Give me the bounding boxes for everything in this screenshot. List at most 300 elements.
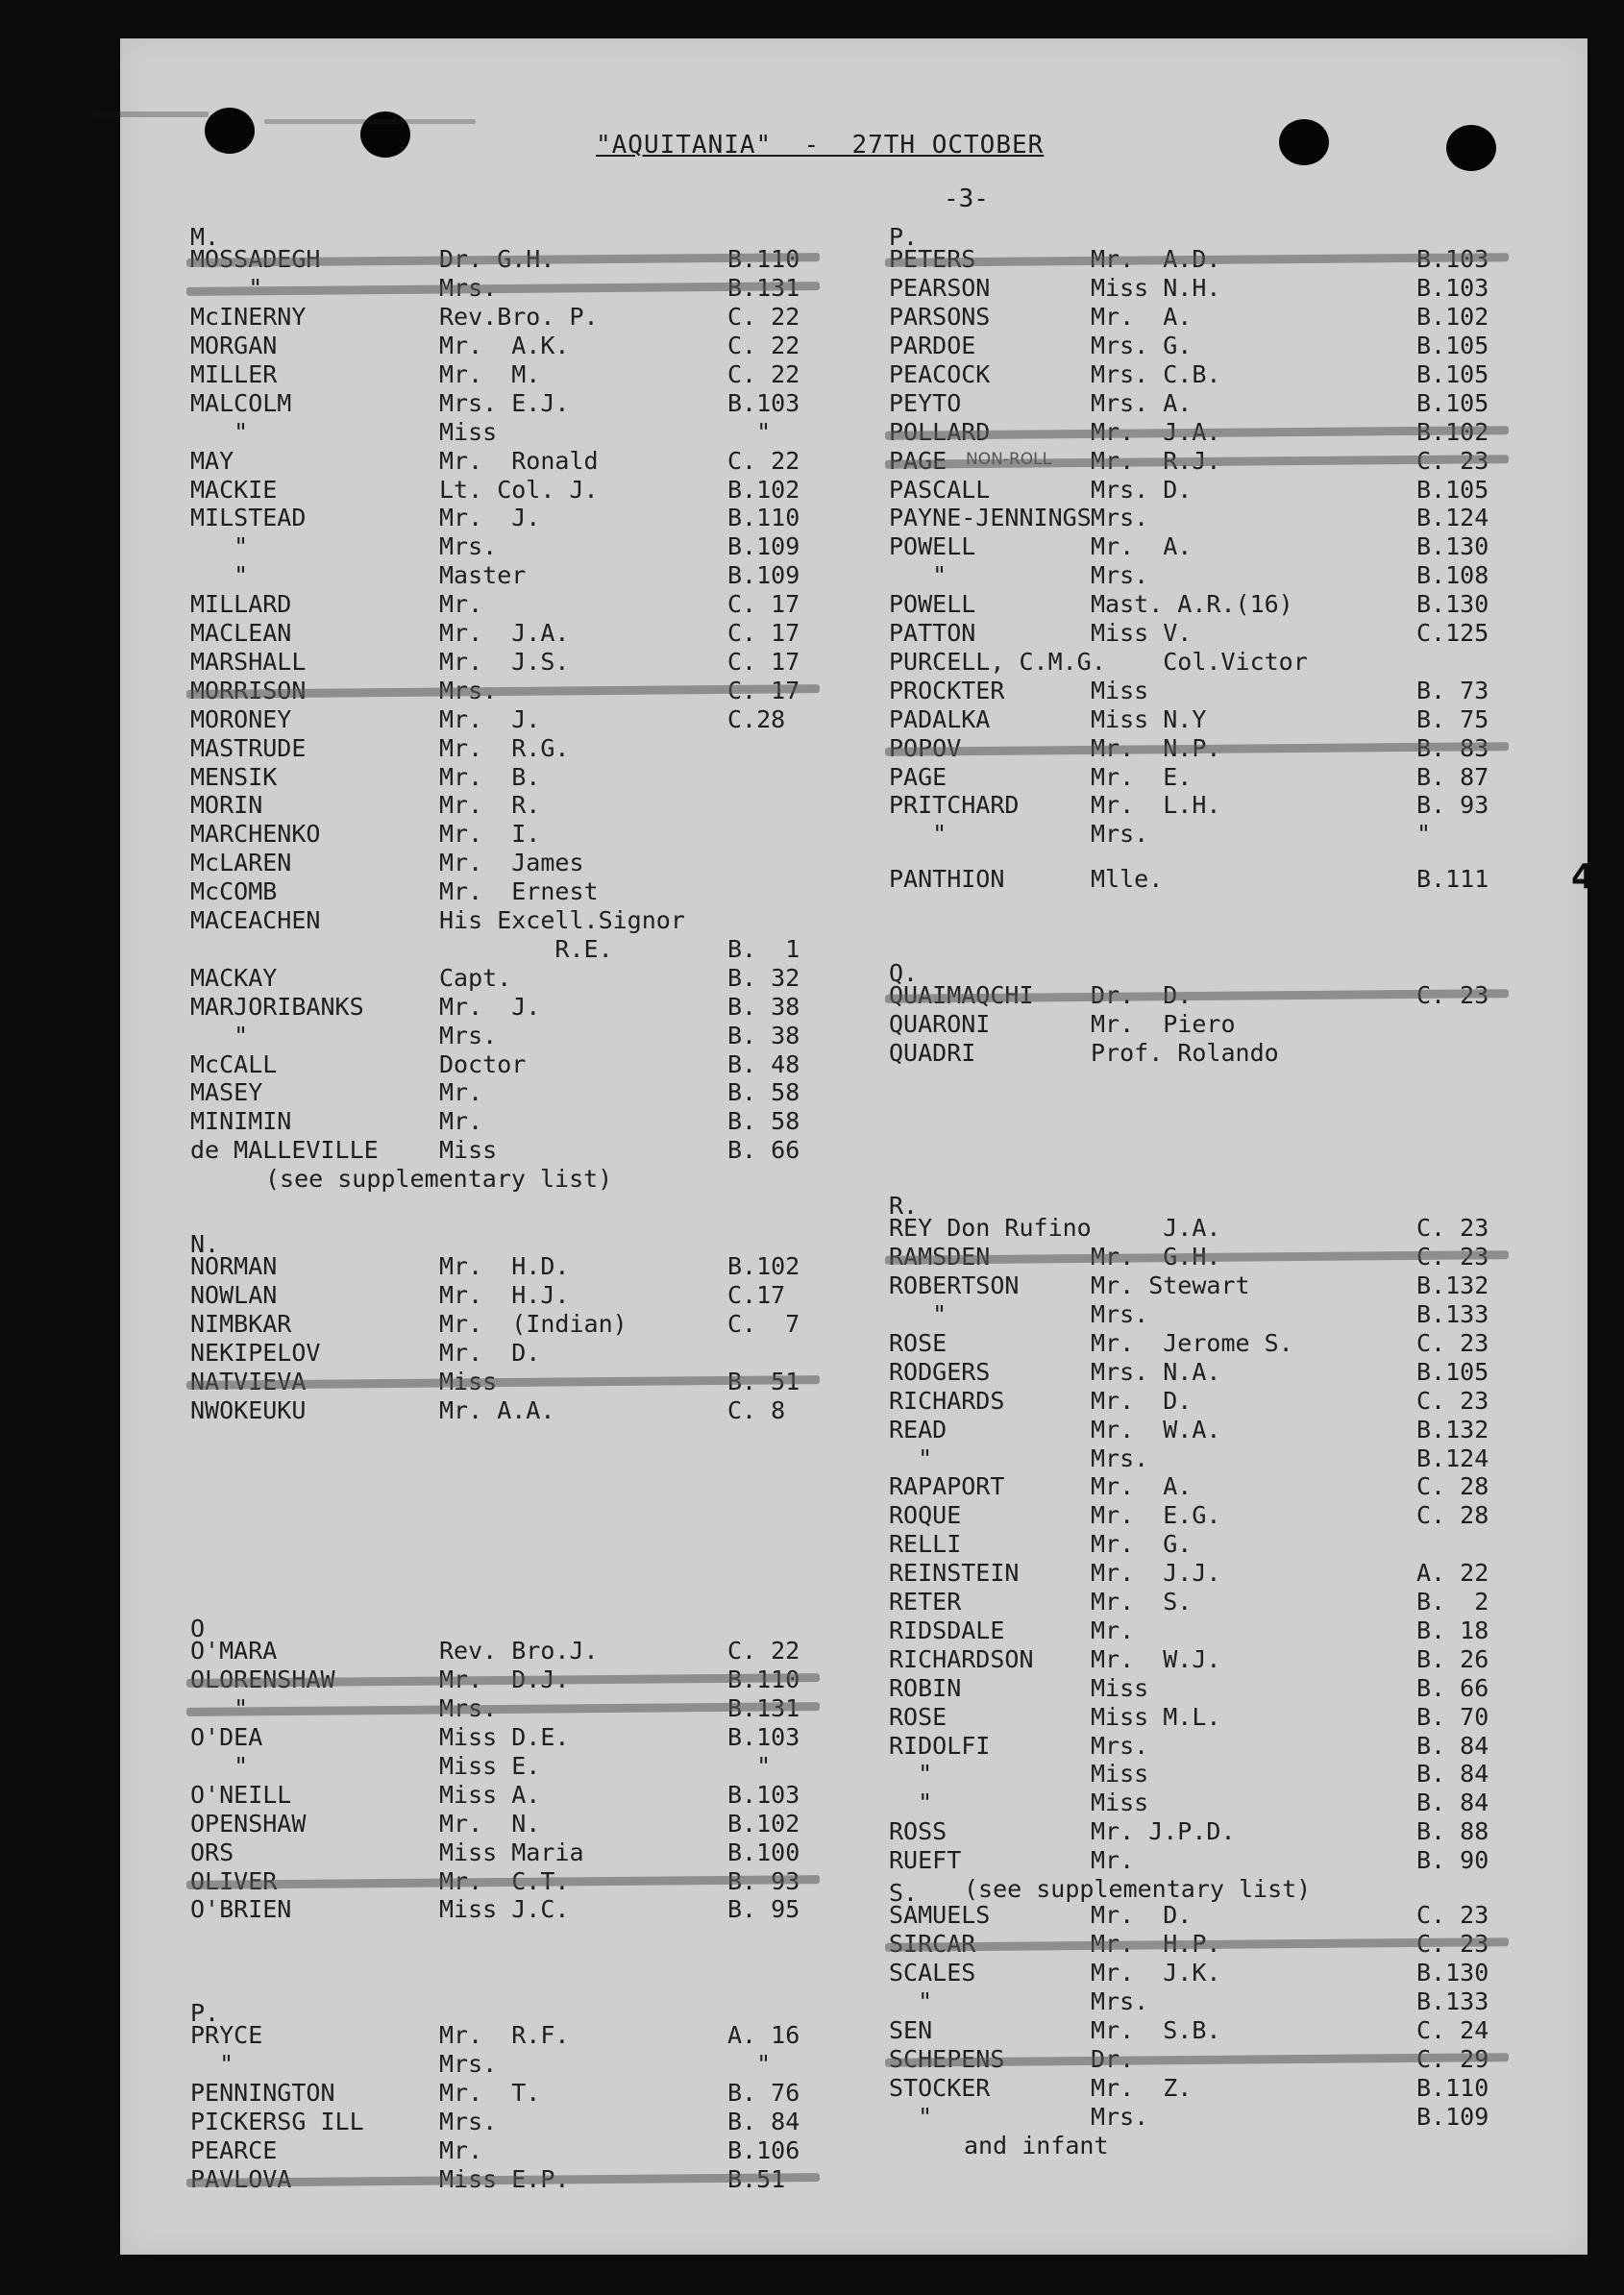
passenger-name: STOCKER	[889, 2073, 991, 2102]
passenger-row	[889, 2045, 1522, 2074]
passenger-title: Capt.	[439, 963, 512, 992]
passenger-row	[889, 303, 1522, 332]
cabin-number: B.102	[1416, 303, 1489, 332]
passenger-title: Mr.	[1091, 1616, 1135, 1644]
passenger-title: Mrs. D.	[1091, 475, 1193, 504]
passenger-title: R.E.	[439, 934, 613, 963]
passenger-name: PEARCE	[190, 2135, 278, 2164]
passenger-row	[190, 1339, 833, 1368]
passenger-title: Mr. James	[439, 849, 584, 877]
passenger-name: MILLER	[190, 359, 278, 388]
cabin-number: B. 38	[727, 992, 800, 1021]
passenger-row	[889, 360, 1522, 389]
passenger-name: MINIMIN	[190, 1107, 292, 1136]
passenger-name: MACLEAN	[190, 619, 292, 648]
passenger-title: Mr. H.D.	[439, 1252, 570, 1281]
passenger-title: Mr. T.	[439, 2079, 541, 2108]
passenger-row	[190, 1723, 833, 1752]
passenger-title: Mr. J.	[439, 704, 541, 733]
cabin-number: C. 22	[727, 303, 800, 332]
passenger-title: Miss N.Y	[1091, 704, 1207, 733]
section-letter: N.	[190, 1230, 220, 1258]
passenger-title: Mr. R.G.	[439, 733, 570, 762]
passenger-title: Mr.	[439, 1078, 483, 1107]
passenger-name: MORGAN	[190, 332, 278, 360]
section-letter: R.	[889, 1192, 919, 1220]
passenger-row	[889, 2103, 1522, 2132]
cabin-number: "	[727, 417, 772, 446]
passenger-title: Miss Maria	[439, 1838, 584, 1866]
passenger-title: Mr. J.P.D.	[1091, 1817, 1236, 1846]
cabin-number: B. 32	[727, 963, 800, 992]
passenger-row	[190, 849, 833, 877]
passenger-row	[190, 964, 833, 993]
passenger-title: Mr. S.B.	[1091, 2015, 1221, 2044]
passenger-row	[190, 1694, 833, 1723]
passenger-title: Mr. H.J.	[439, 1281, 570, 1310]
passenger-name: RODGERS	[889, 1357, 991, 1386]
passenger-row	[889, 1789, 1522, 1817]
passenger-row	[889, 1472, 1522, 1501]
passenger-row	[889, 734, 1522, 763]
passenger-name: MARSHALL	[190, 647, 307, 676]
section-letter: M.	[190, 223, 220, 251]
cabin-number: B. 70	[1416, 1702, 1489, 1731]
passenger-row	[190, 1310, 833, 1339]
passenger-name: "	[889, 1760, 933, 1789]
passenger-name: "	[889, 561, 947, 590]
passenger-row	[889, 1214, 1522, 1243]
passenger-title: Mr. R.F.	[439, 2021, 570, 2050]
passenger-row	[190, 763, 833, 792]
cabin-number: B. 90	[1416, 1846, 1489, 1875]
cabin-number: C. 17	[727, 647, 800, 676]
passenger-name: PRYCE	[190, 2021, 263, 2050]
passenger-title: Mrs.	[1091, 1300, 1149, 1329]
passenger-title: Mrs.	[1091, 1444, 1149, 1472]
passenger-row	[190, 2050, 833, 2079]
section-letter: O	[190, 1615, 206, 1642]
passenger-name: MORIN	[190, 791, 263, 820]
passenger-row	[889, 1387, 1522, 1416]
passenger-row	[190, 1368, 833, 1396]
strikethrough-mark	[186, 1702, 820, 1716]
passenger-row	[190, 877, 833, 906]
cabin-number: B.102	[727, 1252, 800, 1281]
passenger-title: Miss	[1091, 676, 1149, 704]
section-note: (see supplementary list)	[964, 1875, 1312, 1904]
passenger-title: Mr. D.	[1091, 1901, 1193, 1930]
section-note: and infant	[964, 2131, 1109, 2159]
passenger-title: Mr. J.A.	[439, 619, 570, 648]
ink-smudge	[264, 119, 476, 124]
passenger-title: Mrs.	[1091, 1987, 1149, 2016]
cabin-number: B. 18	[1416, 1616, 1489, 1644]
passenger-title: Mrs.	[1091, 1731, 1149, 1760]
passenger-row	[190, 1022, 833, 1050]
passenger-row	[190, 2079, 833, 2108]
cabin-number: "	[727, 2050, 772, 2079]
passenger-title: Mr. Ernest	[439, 877, 599, 906]
passenger-row	[190, 1252, 833, 1281]
passenger-row	[889, 1817, 1522, 1846]
passenger-title: Mr. W.A.	[1091, 1415, 1221, 1444]
passenger-row	[889, 677, 1522, 705]
passenger-name: PRITCHARD	[889, 791, 1020, 820]
passenger-row	[190, 1396, 833, 1425]
passenger-name: PANTHION	[889, 864, 1005, 893]
section-letter: S.	[889, 1879, 919, 1907]
passenger-name: MORONEY	[190, 704, 292, 733]
passenger-title: Mrs.	[1091, 504, 1149, 532]
cabin-number: B. 84	[1416, 1760, 1489, 1789]
passenger-title: Mr. B.	[439, 762, 541, 791]
cabin-number: C. 23	[1416, 1214, 1489, 1243]
passenger-row	[889, 1271, 1522, 1300]
passenger-row	[190, 648, 833, 677]
passenger-name: PARDOE	[889, 332, 976, 360]
passenger-name: NWOKEUKU	[190, 1395, 307, 1424]
passenger-title: Mr. A.	[1091, 532, 1193, 561]
passenger-title: Mrs.	[1091, 820, 1149, 849]
passenger-row	[889, 791, 1522, 820]
cabin-number: C. 22	[727, 1637, 800, 1666]
passenger-row	[190, 1050, 833, 1079]
ink-smudge	[93, 111, 209, 117]
passenger-title: Mr. D.	[439, 1339, 541, 1368]
passenger-title: Mr. M.	[439, 359, 541, 388]
cabin-number: B. 95	[727, 1895, 800, 1924]
passenger-title: Mr. G.	[1091, 1530, 1193, 1559]
punch-hole	[205, 108, 255, 154]
passenger-row	[889, 1930, 1522, 1959]
passenger-name: SCALES	[889, 1959, 976, 1987]
cabin-number: "	[727, 1751, 772, 1780]
passenger-name: "	[190, 561, 249, 590]
passenger-row	[190, 619, 833, 648]
passenger-row	[889, 245, 1522, 274]
passenger-name: "	[889, 820, 947, 849]
passenger-name: OPENSHAW	[190, 1809, 307, 1838]
passenger-name: RICHARDSON	[889, 1644, 1034, 1673]
passenger-row	[190, 1895, 833, 1924]
passenger-name: QUADRI	[889, 1039, 976, 1068]
passenger-name: RIDOLFI	[889, 1731, 991, 1760]
passenger-row	[190, 734, 833, 763]
cabin-number: B.124	[1416, 1444, 1489, 1472]
passenger-row	[190, 532, 833, 561]
passenger-title: Mr. Piero	[1091, 1010, 1236, 1039]
passenger-name: POWELL	[889, 532, 976, 561]
cabin-number: B.105	[1416, 332, 1489, 360]
passenger-row	[190, 447, 833, 476]
passenger-name: MACKIE	[190, 475, 278, 504]
passenger-row	[889, 763, 1522, 792]
passenger-row	[889, 820, 1522, 849]
cabin-number: A. 16	[727, 2021, 800, 2050]
cabin-number: B. 84	[1416, 1731, 1489, 1760]
cabin-number: B.102	[727, 1809, 800, 1838]
passenger-name: MAY	[190, 446, 234, 475]
passenger-row	[190, 245, 833, 274]
section-note: (see supplementary list)	[265, 1165, 613, 1194]
cabin-number: B.133	[1416, 1987, 1489, 2016]
cabin-number: B.130	[1416, 590, 1489, 619]
passenger-title: Prof. Rolando	[1091, 1039, 1279, 1068]
passenger-name: PAGE	[889, 762, 947, 791]
passenger-row	[889, 1901, 1522, 1930]
passenger-row	[889, 981, 1522, 1010]
passenger-name: MARCHENKO	[190, 820, 321, 849]
cabin-number: B. 2	[1416, 1588, 1489, 1616]
passenger-title: Col.Victor	[1091, 647, 1308, 676]
passenger-name: RELLI	[889, 1530, 962, 1559]
cabin-number: B.103	[1416, 274, 1489, 303]
passenger-row	[190, 561, 833, 590]
passenger-title: Miss V.	[1091, 619, 1193, 648]
passenger-title: Mrs.	[1091, 561, 1149, 590]
passenger-title: Mrs. G.	[1091, 332, 1193, 360]
passenger-title: Mrs. C.B.	[1091, 359, 1221, 388]
passenger-name: POWELL	[889, 590, 976, 619]
cabin-number: C. 28	[1416, 1472, 1489, 1501]
passenger-title: Miss J.C.	[439, 1895, 570, 1924]
passenger-name: "	[190, 417, 249, 446]
cabin-number: A. 22	[1416, 1559, 1489, 1588]
passenger-title: Mr.	[439, 2135, 483, 2164]
cabin-number: B.110	[1416, 2073, 1489, 2102]
cabin-number: B. 66	[727, 1136, 800, 1165]
page-number: -3-	[944, 185, 989, 213]
passenger-name: MACKAY	[190, 963, 278, 992]
passenger-name: ORS	[190, 1838, 234, 1866]
passenger-title: Mast. A.R.(16)	[1091, 590, 1293, 619]
cabin-number: C. 7	[727, 1310, 800, 1339]
cabin-number: B. 58	[727, 1078, 800, 1107]
passenger-title: Mrs. A.	[1091, 388, 1193, 417]
passenger-row	[889, 1444, 1522, 1473]
passenger-name: MENSIK	[190, 762, 278, 791]
passenger-name: "	[889, 1444, 933, 1472]
passenger-name: de MALLEVILLE	[190, 1136, 379, 1165]
passenger-row	[190, 360, 833, 389]
passenger-name: NOWLAN	[190, 1281, 278, 1310]
passenger-row	[889, 648, 1522, 677]
passenger-row	[190, 677, 833, 705]
passenger-title: Miss M.L.	[1091, 1702, 1221, 1731]
passenger-title: Mr.	[439, 590, 483, 619]
strikethrough-mark	[186, 282, 820, 296]
passenger-row	[889, 532, 1522, 561]
passenger-title: Miss	[1091, 1760, 1149, 1789]
cabin-number: B.130	[1416, 532, 1489, 561]
passenger-title: Miss	[439, 1136, 498, 1165]
passenger-row	[190, 1752, 833, 1781]
passenger-name: MALCOLM	[190, 388, 292, 417]
passenger-row	[889, 389, 1522, 418]
cabin-number: C. 22	[727, 359, 800, 388]
passenger-row	[889, 1243, 1522, 1271]
passenger-title: J.A.	[1091, 1214, 1221, 1243]
cabin-number: B. 66	[1416, 1673, 1489, 1702]
passenger-name: MASTRUDE	[190, 733, 307, 762]
cabin-number: B.130	[1416, 1959, 1489, 1987]
passenger-row	[889, 1300, 1522, 1329]
passenger-row	[190, 389, 833, 418]
passenger-title: Mr. J.S.	[439, 647, 570, 676]
passenger-row	[190, 504, 833, 532]
passenger-row	[889, 1501, 1522, 1530]
cabin-number: B.103	[727, 1723, 800, 1752]
passenger-row	[190, 935, 833, 964]
passenger-title: Mr. Ronald	[439, 446, 599, 475]
passenger-row	[889, 1588, 1522, 1616]
cabin-number: C. 17	[727, 619, 800, 648]
passenger-name: ROSE	[889, 1702, 947, 1731]
passenger-title: Mr. J.	[439, 504, 541, 532]
passenger-title: Miss D.E.	[439, 1723, 570, 1752]
passenger-name: RETER	[889, 1588, 962, 1616]
passenger-name: ROBIN	[889, 1673, 962, 1702]
cabin-number: C. 17	[727, 590, 800, 619]
passenger-title: Doctor	[439, 1049, 527, 1078]
passenger-name: ROSS	[889, 1817, 947, 1846]
passenger-title: Mr. J.K.	[1091, 1959, 1221, 1987]
cabin-number: B.105	[1416, 1357, 1489, 1386]
passenger-name: O'MARA	[190, 1637, 278, 1666]
passenger-row	[889, 447, 1522, 476]
passenger-name: McCALL	[190, 1049, 278, 1078]
passenger-name: MASEY	[190, 1078, 263, 1107]
passenger-name: PENNINGTON	[190, 2079, 335, 2108]
cabin-number: B.103	[727, 1780, 800, 1809]
passenger-title: Mrs.	[439, 2050, 498, 2079]
cabin-number: C.28	[727, 704, 786, 733]
passenger-name: QUARONI	[889, 1010, 991, 1039]
passenger-row	[190, 1107, 833, 1136]
passenger-title: Mrs.	[1091, 2102, 1149, 2131]
passenger-title: His Excell.Signor	[439, 906, 685, 935]
passenger-name: SAMUELS	[889, 1901, 991, 1930]
cabin-number: B. 26	[1416, 1644, 1489, 1673]
cabin-number: B. 88	[1416, 1817, 1489, 1846]
passenger-name: PEACOCK	[889, 359, 991, 388]
passenger-name: REINSTEIN	[889, 1559, 1020, 1588]
passenger-title: Miss	[1091, 1789, 1149, 1817]
passenger-row	[190, 1810, 833, 1838]
passenger-name: PEYTO	[889, 388, 962, 417]
passenger-row	[889, 504, 1522, 532]
passenger-row	[889, 1732, 1522, 1761]
cabin-number: B.100	[727, 1838, 800, 1866]
punch-hole	[1446, 125, 1496, 171]
passenger-title: Mr. A.A.	[439, 1395, 555, 1424]
passenger-row	[889, 1959, 1522, 1987]
passenger-title: Mr. D.	[1091, 1386, 1193, 1415]
passenger-title: Lt. Col. J.	[439, 475, 599, 504]
passenger-title: Mr. Stewart	[1091, 1271, 1250, 1300]
passenger-row	[889, 1559, 1522, 1588]
passenger-title: Mr.	[1091, 1846, 1135, 1875]
passenger-name: O'BRIEN	[190, 1895, 292, 1924]
passenger-row	[190, 1867, 833, 1896]
passenger-name: MACEACHEN	[190, 906, 321, 935]
passenger-title: Miss	[1091, 1673, 1149, 1702]
passenger-title: Mr. J.J.	[1091, 1559, 1221, 1588]
passenger-title: Mr. R.	[439, 791, 541, 820]
passenger-title: Mr. Z.	[1091, 2073, 1193, 2102]
passenger-title: Miss N.H.	[1091, 274, 1221, 303]
passenger-row	[190, 590, 833, 619]
cabin-number: B. 38	[727, 1021, 800, 1049]
cabin-number: B.105	[1416, 388, 1489, 417]
passenger-title: Miss A.	[439, 1780, 541, 1809]
passenger-name: PAYNE-JENNINGS	[889, 504, 1092, 532]
passenger-row	[889, 1645, 1522, 1674]
passenger-name: NORMAN	[190, 1252, 278, 1281]
cabin-number: B. 1	[727, 934, 800, 963]
cabin-number: B. 87	[1416, 762, 1489, 791]
passenger-row	[190, 274, 833, 303]
passenger-name: McINERNY	[190, 303, 307, 332]
passenger-name: NEKIPELOV	[190, 1339, 321, 1368]
passenger-row	[190, 2136, 833, 2165]
passenger-title: Rev. Bro.J.	[439, 1637, 599, 1666]
cabin-number: C. 23	[1416, 1386, 1489, 1415]
passenger-row	[889, 1674, 1522, 1703]
passenger-title: Mr. E.G.	[1091, 1501, 1221, 1530]
passenger-name: "	[190, 2050, 234, 2079]
cabin-number: C. 28	[1416, 1501, 1489, 1530]
passenger-title: Mr. (Indian)	[439, 1310, 627, 1339]
passenger-row	[889, 1530, 1522, 1559]
cabin-number: B. 84	[727, 2108, 800, 2136]
passenger-row	[190, 705, 833, 734]
passenger-name: PASCALL	[889, 475, 991, 504]
passenger-row	[889, 1416, 1522, 1444]
passenger-name: RICHARDS	[889, 1386, 1005, 1415]
cabin-number: B. 84	[1416, 1789, 1489, 1817]
passenger-title: Mr. A.K.	[439, 332, 570, 360]
cabin-number: C. 8	[727, 1395, 786, 1424]
passenger-title: Mr. S.	[1091, 1588, 1193, 1616]
passenger-row	[889, 1616, 1522, 1645]
cabin-number: B.110	[727, 504, 800, 532]
passenger-title: Mr. L.H.	[1091, 791, 1221, 820]
passenger-row	[889, 332, 1522, 360]
passenger-name: NIMBKAR	[190, 1310, 292, 1339]
passenger-title: Mr. J.	[439, 992, 541, 1021]
passenger-name: "	[190, 1021, 249, 1049]
cabin-number: B. 75	[1416, 704, 1489, 733]
passenger-row	[889, 1358, 1522, 1387]
cabin-number: C. 23	[1416, 1901, 1489, 1930]
cabin-number: C. 22	[727, 446, 800, 475]
passenger-row	[889, 619, 1522, 648]
cabin-number: C.17	[727, 1281, 786, 1310]
passenger-row	[190, 2021, 833, 2050]
cabin-number: B. 76	[727, 2079, 800, 2108]
passenger-name: RIDSDALE	[889, 1616, 1005, 1644]
passenger-name: "	[889, 1300, 947, 1329]
passenger-row	[190, 303, 833, 332]
passenger-name: PICKERSG ILL	[190, 2108, 364, 2136]
cabin-number: B.109	[727, 561, 800, 590]
passenger-row	[889, 1846, 1522, 1875]
passenger-row	[190, 2165, 833, 2194]
cabin-number: B.132	[1416, 1415, 1489, 1444]
passenger-row	[889, 1987, 1522, 2016]
